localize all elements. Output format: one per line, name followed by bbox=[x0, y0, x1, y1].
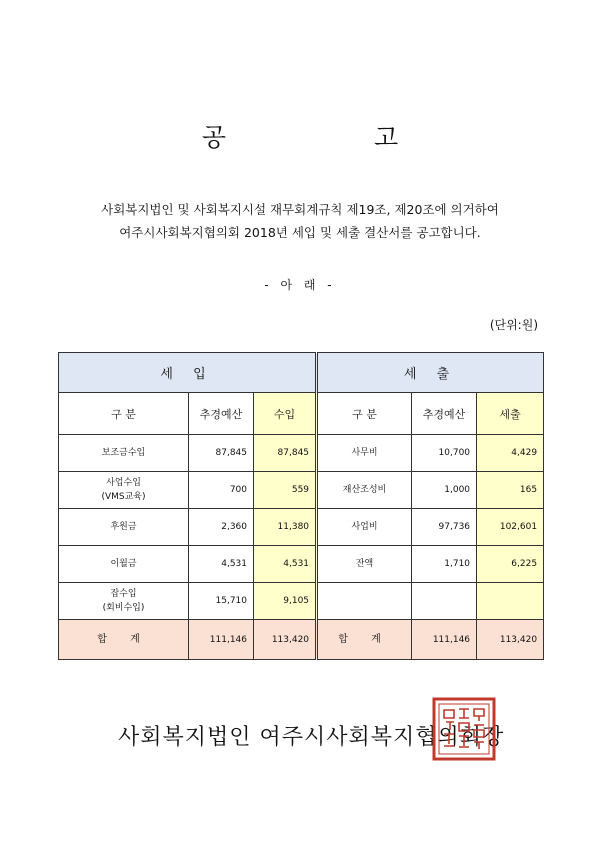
revenue-budget: 15,710 bbox=[189, 583, 254, 620]
expense-budget bbox=[412, 583, 477, 620]
total-label-revenue: 합 계 bbox=[59, 620, 189, 660]
page-title: 공 고 bbox=[201, 123, 469, 152]
col-budget-revenue: 추경예산 bbox=[189, 393, 254, 435]
settlement-table bbox=[58, 352, 544, 660]
revenue-actual: 559 bbox=[254, 472, 317, 509]
expense-actual: 165 bbox=[477, 472, 544, 509]
unit-label: (단위:원) bbox=[489, 318, 538, 332]
total-row bbox=[59, 620, 544, 660]
revenue-actual: 4,531 bbox=[254, 546, 317, 583]
table-row bbox=[59, 509, 544, 546]
notice-line-2: 여주시사회복지협의회 2018년 세입 및 세출 결산서를 공고합니다. bbox=[119, 225, 481, 240]
col-category-revenue: 구 분 bbox=[59, 393, 189, 435]
col-category-expense: 구 분 bbox=[317, 393, 412, 435]
issuer-name: 사회복지법인 여주시사회복지협의회장 bbox=[118, 725, 505, 750]
revenue-budget: 87,845 bbox=[189, 435, 254, 472]
revenue-actual: 87,845 bbox=[254, 435, 317, 472]
revenue-header: 세 입 bbox=[59, 353, 317, 393]
expense-actual: 4,429 bbox=[477, 435, 544, 472]
expense-actual bbox=[477, 583, 544, 620]
expense-category: 사무비 bbox=[317, 435, 412, 472]
revenue-category-label: 사업수입 bbox=[106, 478, 141, 488]
subheading: - 아 래 - bbox=[264, 278, 336, 292]
expense-budget: 10,700 bbox=[412, 435, 477, 472]
col-budget-expense: 추경예산 bbox=[412, 393, 477, 435]
revenue-budget: 4,531 bbox=[189, 546, 254, 583]
revenue-category bbox=[59, 435, 189, 472]
revenue-budget: 2,360 bbox=[189, 509, 254, 546]
total-label-expense: 합 계 bbox=[317, 620, 412, 660]
expense-budget: 97,736 bbox=[412, 509, 477, 546]
revenue-category-note: (VMS교육) bbox=[101, 492, 146, 502]
col-expense: 세출 bbox=[477, 393, 544, 435]
revenue-category-label: 보조금수입 bbox=[101, 448, 146, 458]
notice-body bbox=[0, 198, 600, 244]
revenue-category bbox=[59, 583, 189, 620]
total-actual-expense: 113,420 bbox=[477, 620, 544, 660]
table-header-row bbox=[59, 353, 544, 393]
revenue-category-label: 이월금 bbox=[110, 559, 137, 569]
revenue-actual: 11,380 bbox=[254, 509, 317, 546]
expense-header: 세 출 bbox=[317, 353, 544, 393]
revenue-actual: 9,105 bbox=[254, 583, 317, 620]
revenue-category-label: 잡수입 bbox=[110, 589, 137, 599]
revenue-category bbox=[59, 509, 189, 546]
revenue-category bbox=[59, 546, 189, 583]
expense-budget: 1,000 bbox=[412, 472, 477, 509]
col-revenue: 수입 bbox=[254, 393, 317, 435]
notice-line-1: 사회복지법인 및 사회복지시설 재무회계규칙 제19조, 제20조에 의거하여 bbox=[101, 202, 499, 217]
total-actual-revenue: 113,420 bbox=[254, 620, 317, 660]
table-row bbox=[59, 435, 544, 472]
table-row bbox=[59, 472, 544, 509]
table-subheader-row bbox=[59, 393, 544, 435]
revenue-category-note: (회비수입) bbox=[102, 603, 145, 613]
revenue-category-label: 후원금 bbox=[110, 522, 137, 532]
expense-actual: 102,601 bbox=[477, 509, 544, 546]
expense-category: 사업비 bbox=[317, 509, 412, 546]
revenue-category bbox=[59, 472, 189, 509]
total-budget-expense: 111,146 bbox=[412, 620, 477, 660]
expense-category bbox=[317, 583, 412, 620]
total-budget-revenue: 111,146 bbox=[189, 620, 254, 660]
official-seal-icon bbox=[432, 697, 496, 761]
expense-actual: 6,225 bbox=[477, 546, 544, 583]
revenue-budget: 700 bbox=[189, 472, 254, 509]
expense-budget: 1,710 bbox=[412, 546, 477, 583]
expense-category: 잔액 bbox=[317, 546, 412, 583]
table-row bbox=[59, 583, 544, 620]
table-row bbox=[59, 546, 544, 583]
expense-category: 재산조성비 bbox=[317, 472, 412, 509]
